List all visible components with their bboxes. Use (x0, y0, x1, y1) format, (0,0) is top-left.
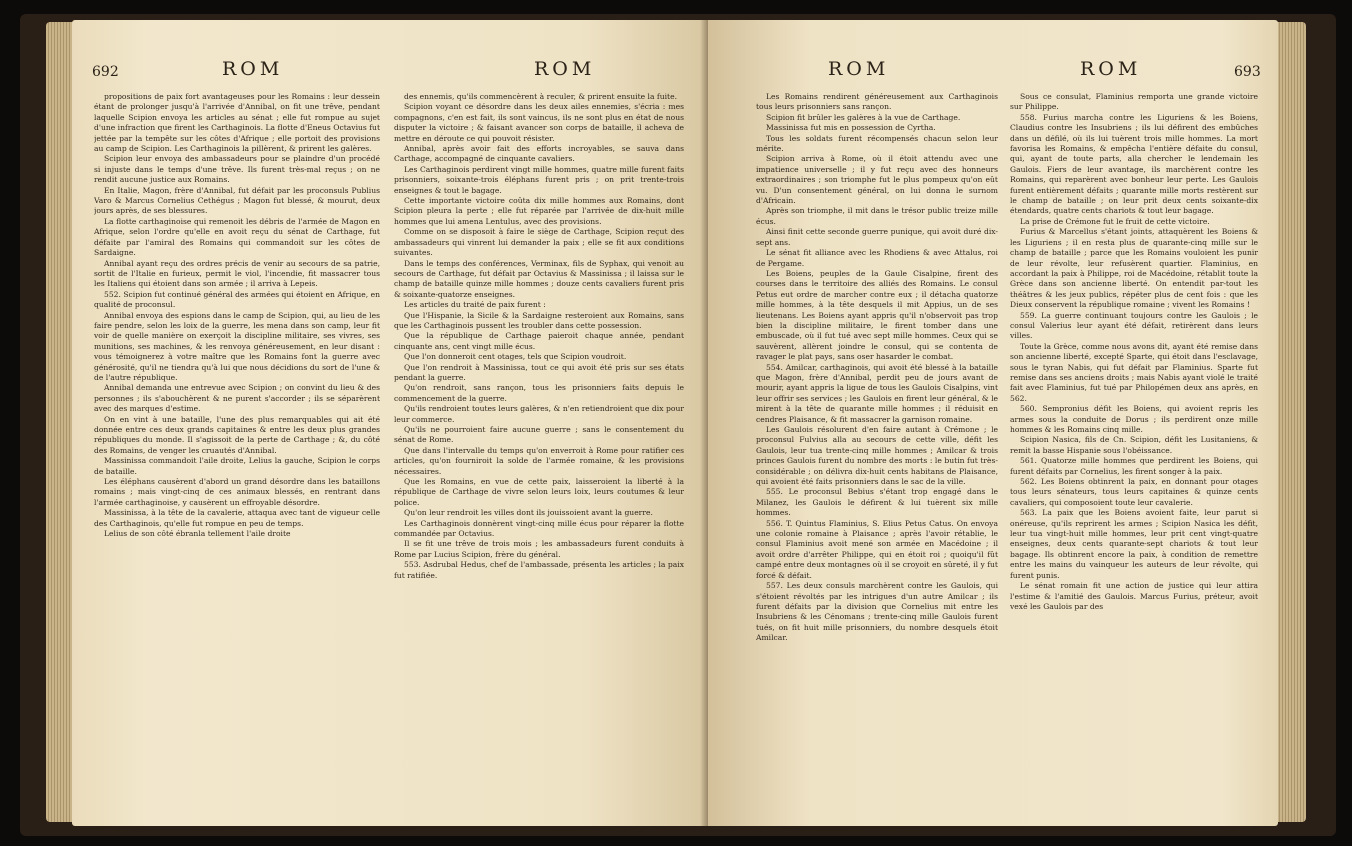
paragraph: 552. Scipion fut continué général des armées qui étoient en Afrique, en qualité de proconsul. (94, 289, 380, 310)
paragraph: Scipion fit brûler les galères à la vue de Carthage. (766, 112, 961, 122)
paragraph: 557. Les deux consuls marchèrent contre les Gaulois, qui s'étoient révoltés par les intrigues d'un autre Amilcar ; ils furent défaits par la division que Cornelius mit entre les Insubriens & les Cénomans ; trente-cinq mille Gaulois furent tués, on fit huit mille prisonniers, du nombre desquels étoit Amilcar. (756, 581, 998, 643)
paragraph: des ennemis, qu'ils commencèrent à reculer, & prirent ensuite la fuite. (404, 92, 677, 101)
paragraph: 561. Quatorze mille hommes que perdirent les Boiens, qui furent défaits par Cornelius, les firent songer à la paix. (1010, 456, 1258, 476)
paragraph: Qu'on rendroit, sans rançon, tous les prisonniers faits depuis le commencement de la guerre. (394, 383, 684, 403)
left-page (72, 20, 708, 826)
paragraph: 553. Asdrubal Hedus, chef de l'ambassade, présenta les articles ; la paix fut ratifiée. (394, 560, 684, 580)
paragraph: Cette importante victoire coûta dix mille hommes aux Romains, dont Scipion pleura la perte ; elle fut réparée par l'arrivée de dix-huit mille hommes que lui amena Lentulus, avec des provisions. (394, 196, 684, 226)
paragraph: 560. Sempronius défit les Boiens, qui avoient repris les armes sous la conduite de Dorus ; ils perdirent onze mille hommes & les Romains cinq mille. (1010, 404, 1258, 434)
paragraph: Après son triomphe, il mit dans le trésor public treize mille écus. (756, 206, 998, 226)
right-page (708, 20, 1278, 826)
paragraph: Les éléphans causèrent d'abord un grand désordre dans les bataillons romains ; mais vingt-cinq de ces animaux blessés, en rentrant dans l'armée carthaginoise, y causèrent un effroyable désordre. (94, 477, 380, 507)
paragraph: La prise de Crémone fut le fruit de cette victoire. (1020, 216, 1210, 226)
paragraph: 555. Le proconsul Bebius s'étant trop engagé dans le Milanez, les Gaulois le défirent & lui tuèrent six mille hommes. (756, 487, 998, 518)
paragraph: Dans le temps des conférences, Verminax, fils de Syphax, qui venoit au secours de Carthage, fut défait par Octavius & Massinissa ; il laissa sur le champ de bataille quinze mille hommes ; douze cents cavaliers furent pris & soixante-quatorze enseignes. (394, 258, 684, 299)
paragraph: Que la république de Carthage paieroit chaque année, pendant cinquante ans, cent vingt mille écus. (394, 331, 684, 351)
right-column-2 (1010, 92, 1258, 812)
paragraph: Qu'ils ne pourroient faire aucune guerre ; sans le consentement du sénat de Rome. (394, 425, 684, 445)
paragraph: Ainsi finit cette seconde guerre punique, qui avoit duré dix-sept ans. (756, 227, 998, 247)
paragraph: propositions de paix fort avantageuses pour les Romains : leur dessein étant de prolonger jusqu'à l'arrivée d'Annibal, on fit une trêve, pendant laquelle Scipion envoya les articles au sénat ; elle fut rompue au sujet d'une infraction que firent les Carthaginois. La flotte d'Eneus Octavius fut jettée par la tempête sur les côtes d'Afrique ; elle portoit des provisions au camp de Scipion. Les Carthaginois la pillèrent, & prirent les galères. (94, 92, 380, 154)
left-header-col1: ROM (222, 58, 284, 80)
paragraph: Que l'on rendroit à Massinissa, tout ce qui avoit été pris sur ses états pendant la guerre. (394, 362, 684, 382)
paragraph: 558. Furius marcha contre les Liguriens & les Boiens, Claudius contre les Insubriens ; ils lui défirent des embûches dans un défilé, où ils lui tuèrent trois mille hommes. La mort favorisa les Romains, & empêcha l'entière défaite du consul, qui, ayant de toute parts, alla chercher le lendemain les Gaulois. Fiers de leur avantage, ils marchèrent contre les Romains, qui reparèrent avec bonheur leur perte. Les Gaulois furent entièrement défaits ; quarante mille morts restèrent sur le champ de bataille ; on leur prit deux cents soixante-dix étendards, quatre cents chariots & tout leur bagage. (1010, 112, 1258, 216)
left-header-col2: ROM (534, 58, 596, 80)
paragraph: Qu'on leur rendroit les villes dont ils jouissoient avant la guerre. (404, 508, 653, 518)
paragraph: Le sénat fit alliance avec les Rhodiens & avec Attalus, roi de Pergame. (756, 248, 998, 268)
paragraph: Annibal ayant reçu des ordres précis de venir au secours de sa patrie, sortit de l'Italie en furieux, permit le viol, l'incendie, fit massacrer tous les Italiens qui étoient dans son armée ; il arriva à Lepeis. (94, 258, 380, 289)
paragraph: 554. Amilcar, carthaginois, qui avoit été blessé à la bataille que Magon, frère d'Annibal, perdit peu de jours avant de mourir, ayant appris la ligue de tous les Gaulois Cisalpins, vint leur offrir ses services ; les Gaulois en firent leur général, & le mirent à la tête de quarante mille hommes ; il réduisit en cendres Plaisance, & fit massacrer la garnison romaine. (756, 362, 998, 424)
paragraph: Furius & Marcellus s'étant joints, attaquèrent les Boiens & les Liguriens ; il en resta plus de quarante-cinq mille sur le champ de bataille ; parce que les Romains vouloient les punir de leur révolte, leur refusèrent quartier. Flaminius, en accordant la paix à Philippe, roi de Macédoine, rétablit toute la Grèce dans son ancienne liberté. On entendit par-tout les théâtres & les jeux publics, répéter plus de cent fois : que les Dieux conservent la république romaine ; vivent les Romains ! (1010, 227, 1258, 310)
paragraph: 559. La guerre continuant toujours contre les Gaulois ; le consul Valerius leur ayant été défait, retirèrent dans leurs villes. (1010, 310, 1258, 341)
paragraph: Les Romains rendirent généreusement aux Carthaginois tous leurs prisonniers sans rançon. (756, 92, 998, 112)
paragraph: Il se fit une trêve de trois mois ; les ambassadeurs furent conduits à Rome par Lucius Scipion, frère du général. (394, 539, 684, 559)
paragraph: Tous les soldats furent récompensés chacun selon leur mérite. (756, 133, 998, 154)
left-column-2 (394, 92, 684, 812)
paragraph: Annibal demanda une entrevue avec Scipion ; on convint du lieu & des personnes ; ils s'abouchèrent & ne purent s'accorder ; ils se séparèrent avec des marques d'estime. (94, 383, 380, 414)
paragraph: Scipion voyant ce désordre dans les deux ailes ennemies, s'écria : mes compagnons, c'en est fait, ils sont vaincus, ils ne sont plus en état de nous disputer la victoire ; & faisant avancer son corps de bataille, il acheva de mettre en déroute ce qui pouvoit résister. (394, 102, 684, 143)
paragraph: Sous ce consulat, Flaminius remporta une grande victoire sur Philippe. (1010, 92, 1258, 112)
paragraph: Qu'ils rendroient toutes leurs galères, & n'en retiendroient que dix pour leur commerce. (394, 404, 684, 424)
paragraph: Les Carthaginois perdirent vingt mille hommes, quatre mille furent faits prisonniers, soixante-trois éléphans furent pris ; on prit trente-trois enseignes & tout le bagage. (394, 164, 684, 195)
paragraph: Scipion Nasica, fils de Cn. Scipion, défit les Lusitaniens, & remit la basse Hispanie sous l'obéissance. (1010, 435, 1258, 455)
paragraph: En Italie, Magon, frère d'Annibal, fut défait par les proconsuls Publius Varo & Marcus Cornelius Cethégus ; Magon fut blessé, & mourut, deux jours après, de ses blessures. (94, 185, 380, 216)
paragraph: 562. Les Boiens obtinrent la paix, en donnant pour otages tous leurs sénateurs, tous leurs capitaines & quinze cents cavaliers, qui composoient toute leur cavalerie. (1010, 477, 1258, 507)
paragraph: Toute la Grèce, comme nous avons dit, ayant été remise dans son ancienne liberté, excepté Sparte, qui étoit dans l'esclavage, sous le tyran Nabis, qui fut défait par Flaminius. Sparte fut remise dans ses anciens droits ; mais Nabis ayant violé le traité fait avec Flaminius, fut tué par Philopémen deux ans après, en 562. (1010, 341, 1258, 403)
paragraph: Annibal, après avoir fait des efforts incroyables, se sauva dans Carthage, accompagné de cinquante cavaliers. (394, 144, 684, 164)
paragraph: Massinissa fut mis en possession de Cyrtha. (766, 123, 936, 133)
paragraph: Le sénat romain fit une action de justice qui leur attira l'estime & l'amitié des Gaulois. Marcus Furius, préteur, avoit vexé les Gaulois par des (1010, 581, 1258, 611)
paragraph: Les Gaulois résolurent d'en faire autant à Crémone ; le proconsul Fulvius alla au secours de cette ville, défit les Gaulois, leur tua trente-cinq mille hommes ; Amilcar & trois princes Gaulois furent du nombre des morts : le butin fut très-considérable ; on délivra dix-huit cents habitans de Plaisance, qui avoient été faits prisonniers dans le sac de la ville. (756, 425, 998, 487)
paragraph: 556. T. Quintus Flaminius, S. Elius Petus Catus. On envoya une colonie romaine à Plaisance ; après l'avoir rétablie, le consul Flaminius avoit mené son armée en Macédoine ; il avoit ordre d'arrêter Philippe, qui en étoit roi ; quoiqu'il fût campé entre deux montagnes où il se croyoit en sûreté, il y fut forcé & défait. (756, 518, 998, 580)
paragraph: Annibal envoya des espions dans le camp de Scipion, qui, au lieu de les faire pendre, selon les loix de la guerre, les mena dans son camp, leur fit voir de quelle manière on exerçoit la discipline militaire, ses vivres, ses munitions, ses machines, & les renvoya généreusement, en leur disant : vous témoignerez à votre maître que les Romains font la guerre avec générosité, qu'il ne tiendra qu'à lui que nous décidions du sort de l'une & de l'autre république. (94, 310, 380, 382)
paragraph: Que l'on donneroit cent otages, tels que Scipion voudroit. (404, 352, 627, 362)
right-header-col2: ROM (1080, 58, 1142, 80)
paragraph: Massinissa commandoit l'aile droite, Lelius la gauche, Scipion le corps de bataille. (94, 456, 380, 476)
paragraph: Les articles du traité de paix furent : (404, 300, 546, 310)
left-page-number: 692 (92, 64, 119, 80)
paragraph: Scipion arriva à Rome, où il étoit attendu avec une impatience universelle ; il y fut reçu avec des honneurs extraordinaires ; son triomphe fut le plus pompeux qu'on eût vu. D'un consentement général, on lui donna le surnom d'Africain. (756, 154, 998, 206)
paragraph: Que les Romains, en vue de cette paix, laisseroient la liberté à la république de Carthage de vivre selon leurs loix, leurs coutumes & leur police. (394, 477, 684, 507)
paragraph: Scipion leur envoya des ambassadeurs pour se plaindre d'un procédé si injuste dans le temps d'une trêve. Ils furent très-mal reçus ; on ne rendit aucune justice aux Romains. (94, 154, 380, 185)
right-header-col1: ROM (828, 58, 890, 80)
right-column-1 (756, 92, 998, 812)
paragraph: Que dans l'intervalle du temps qu'on enverroit à Rome pour ratifier ces articles, qu'on fourniroit la solde de l'armée romaine, & les provisions nécessaires. (394, 445, 684, 476)
right-page-number: 693 (1234, 64, 1261, 80)
paragraph: Que l'Hispanie, la Sicile & la Sardaigne resteroient aux Romains, sans que les Carthaginois pussent les troubler dans cette possession. (394, 310, 684, 330)
paragraph: On en vint à une bataille, l'une des plus remarquables qui ait été donnée entre ces deux grands capitaines & entre les deux plus grandes républiques du monde. Il s'agissoit de la perte de Carthage ; &, du côté des Romains, de venger les cruautés d'Annibal. (94, 414, 380, 455)
page-edges-right (1276, 22, 1306, 822)
left-column-1 (94, 92, 380, 812)
paragraph: Les Carthaginois donnèrent vingt-cinq mille écus pour réparer la flotte commandée par Octavius. (394, 518, 684, 539)
paragraph: La flotte carthaginoise qui remenoit les débris de l'armée de Magon en Afrique, selon l'ordre qu'elle en avoit reçu du sénat de Carthage, fut défaite par l'amiral des Romains qui commandoit sur les côtes de Sardaigne. (94, 216, 380, 258)
paragraph: 563. La paix que les Boiens avoient faite, leur parut si onéreuse, qu'ils reprirent les armes ; Scipion Nasica les défit, leur tua vingt-huit mille hommes, leur prit cent vingt-quatre enseignes, deux cents quarante-sept chariots & tout leur bagage. Ils obtinrent encore la paix, à condition de remettre entre les mains du vainqueur les auteurs de leur révolte, qui furent punis. (1010, 508, 1258, 580)
paragraph: Les Boiens, peuples de la Gaule Cisalpine, firent des courses dans le territoire des alliés des Romains. Le consul Petus eut ordre de marcher contre eux ; il détacha quatorze mille hommes, à la tête desquels il mit Appius, un de ses lieutenans. Les Boiens ayant appris qu'il n'observoit pas trop bien la discipline militaire, le firent tomber dans une embuscade, où il fut tué avec sept mille hommes. Ceux qui se sauvèrent, allèrent joindre le consul, qui se contenta de ravager le plat pays, sans oser hasarder le combat. (756, 268, 998, 362)
paragraph: Massinissa, à la tête de la cavalerie, attaqua avec tant de vigueur celle des Carthaginois, qu'elle fut rompue en peu de temps. (94, 508, 380, 528)
paragraph: Comme on se disposoit à faire le siège de Carthage, Scipion reçut des ambassadeurs qui vinrent lui demander la paix ; elle se fit aux conditions suivantes. (394, 227, 684, 258)
paragraph: Lelius de son côté ébranla tellement l'aile droite (104, 529, 291, 539)
